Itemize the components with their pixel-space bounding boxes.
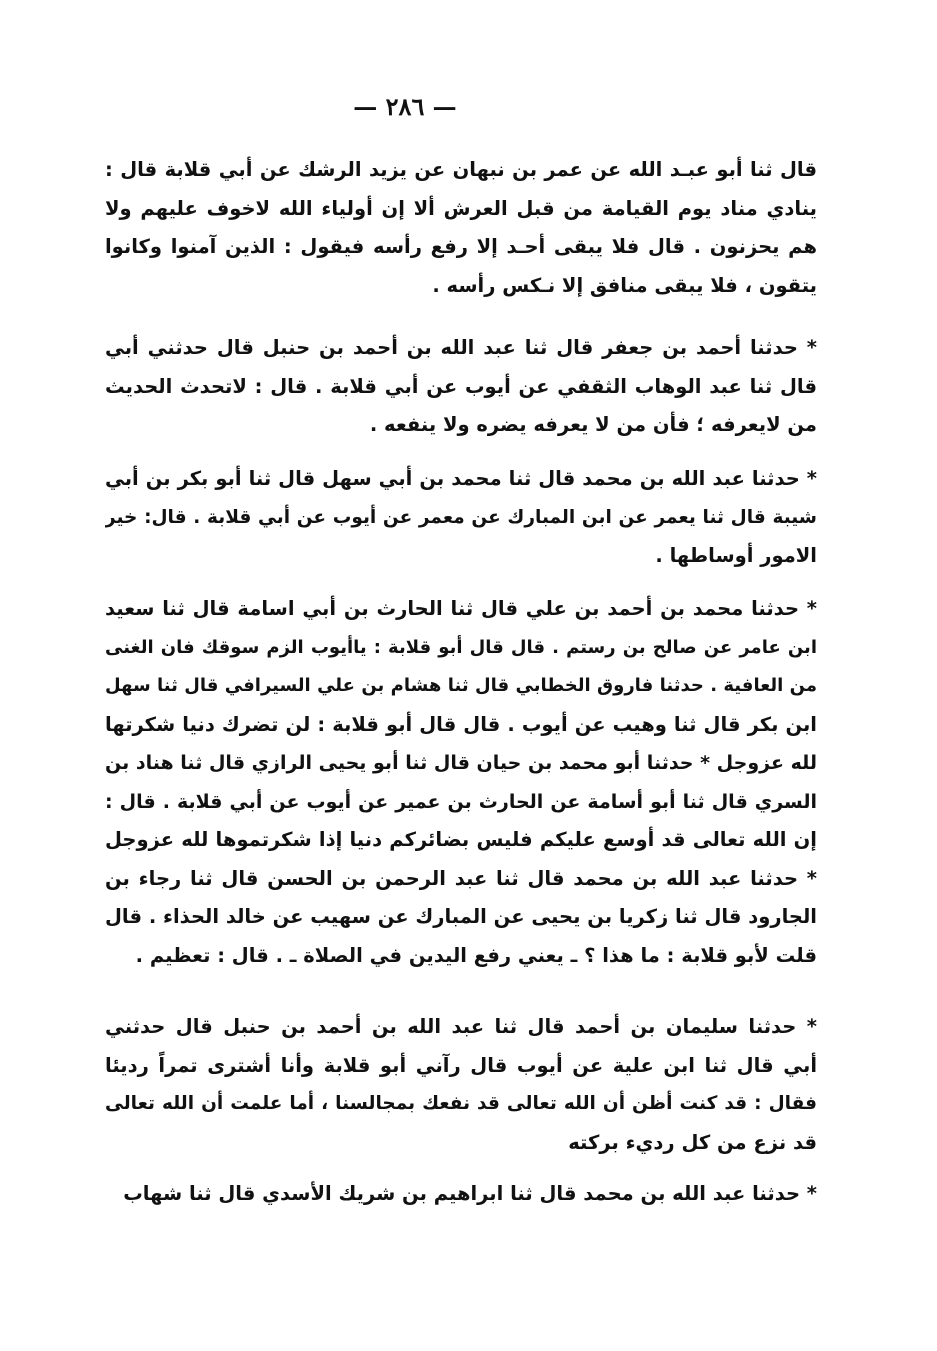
text-line: يتقون ، فلا يبقى منافق إلا نـكس رأسه .	[432, 273, 817, 297]
paragraph-3	[105, 460, 817, 576]
text-line: * حدثنا عبد الله بن محمد قال ثنا محمد بن أبي سهل قال ثنا أبو بكر بن أبي	[105, 467, 817, 490]
text-line: من العافية . حدثنا فاروق الخطابي قال ثنا هشام بن علي السيرافي قال ثنا سهل	[105, 675, 817, 696]
text-line: من لايعرفه ؛ فأن من لا يعرفه يضره ولا ينفعه .	[369, 413, 817, 436]
text-line: * حدثنا محمد بن أحمد بن علي قال ثنا الحارث بن أبي اسامة قال ثنا سعيد	[105, 597, 817, 620]
text-line: إن الله تعالى قد أوسع عليكم فليس بضائركم دنيا إذا شكرتموها لله عزوجل	[105, 828, 817, 851]
text-line: شيبة قال ثنا يعمر عن ابن المبارك عن معمر عن أيوب عن أبي قلابة . قال: خير	[105, 506, 817, 528]
paragraph-4	[105, 590, 817, 975]
text-line: * حدثنا عبد الله بن محمد قال ثنا عبد الرحمن بن الحسن قال ثنا رجاء بن	[105, 866, 817, 890]
text-line: قال ثنا أبو عبـد الله عن عمر بن نبهان عن يزيد الرشك عن أبي قلابة قال :	[105, 158, 817, 181]
paragraph-5	[105, 1008, 817, 1162]
text-line: قلت لأبو قلابة : ما هذا ؟ ـ يعني رفع اليدين في الصلاة ـ . قال : تعظيم .	[135, 943, 817, 967]
text-line: ابن عامر عن صالح بن رستم . قال قال أبو قلابة : ياأيوب الزم سوقك فان الغنى	[105, 636, 817, 658]
text-line: فقال : قد كنت أظن أن الله تعالى قد نفعك بمجالسنا ، أما علمت أن الله تعالى	[105, 1093, 817, 1114]
text-line: ينادي مناد يوم القيامة من قبل العرش ألا إن أولياء الله لاخوف عليهم ولا	[105, 196, 817, 220]
text-line: هم يحزنون . قال فلا يبقى أحـد إلا رفع رأسه فيقول : الذين آمنوا وكانوا	[105, 235, 817, 258]
text-line: * حدثنا سليمان بن أحمد قال ثنا عبد الله بن أحمد بن حنبل قال حدثني	[105, 1015, 817, 1038]
text-line: الامور أوساطها .	[655, 544, 817, 567]
paragraph-1	[105, 151, 817, 305]
text-line: الجارود قال ثنا زكريا بن يحيى عن المبارك عن سهيب عن خالد الحذاء . قال	[105, 905, 817, 928]
text-line: * حدثنا أحمد بن جعفر قال ثنا عبد الله بن أحمد بن حنبل قال حدثني أبي	[105, 336, 817, 359]
text-line: لله عزوجل * حدثنا أبو محمد بن حيان قال ثنا أبو يحيى الرازي قال ثنا هناد بن	[105, 752, 817, 774]
paragraph-2	[105, 329, 817, 445]
page-number: — ٢٨٦ —	[353, 92, 457, 121]
text-line: * حدثنا عبد الله بن محمد قال ثنا ابراهيم بن شريك الأسدي قال ثنا شهاب	[123, 1182, 817, 1205]
text-line: ابن بكر قال ثنا وهيب عن أيوب . قال قال أبو قلابة : لن تضرك دنيا شكرتها	[105, 712, 817, 736]
text-line: قال ثنا عبد الوهاب الثقفي عن أيوب عن أبي قلابة . قال : لاتحدث الحديث	[105, 374, 817, 398]
text-line: قد نزع من كل رديء بركته	[568, 1130, 817, 1154]
text-line: السري قال ثنا أبو أسامة عن الحارث بن عمير عن أيوب عن أبي قلابة . قال :	[105, 790, 817, 813]
text-line: أبي قال ثنا ابن علية عن أيوب قال رآني أبو قلابة وأنا أشترى تمراً رديئا	[105, 1053, 817, 1077]
paragraph-6	[105, 1175, 817, 1214]
